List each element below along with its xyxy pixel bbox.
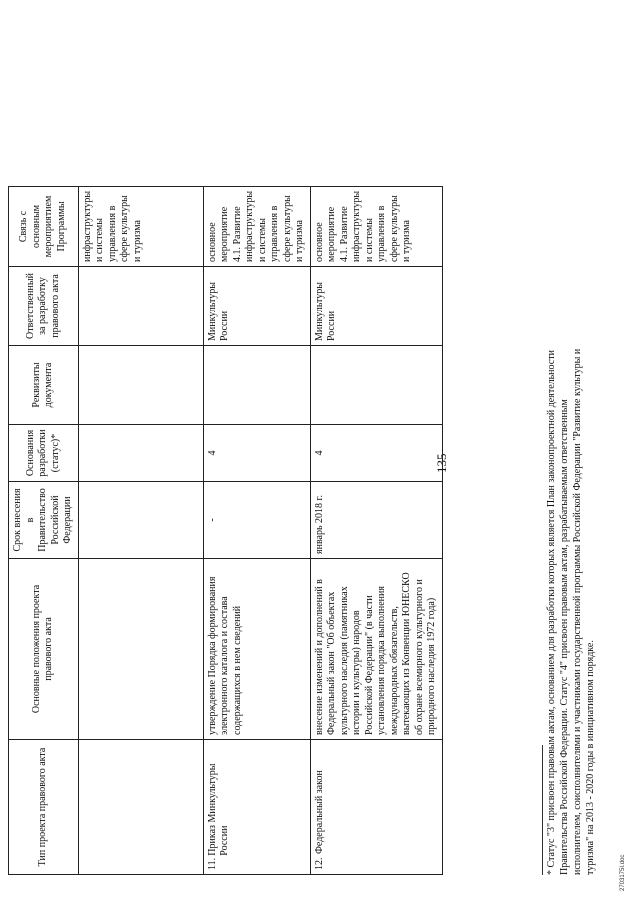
row-type: Федеральный закон <box>313 770 325 854</box>
row-responsible: Минкультуры России <box>310 267 442 346</box>
row-number: 12. <box>313 857 325 870</box>
row-requisites <box>310 346 442 425</box>
row-type: Приказ Минкультуры России <box>206 763 230 856</box>
header-link: Связь с основным мероприятием Программы <box>9 186 79 266</box>
continuation-link-cell: инфраструктуры и системы управления в сфере культуры и туризма <box>78 186 203 266</box>
row-requisites <box>203 346 310 425</box>
row-number: 11. <box>206 857 218 870</box>
page-number: 135 <box>434 453 449 473</box>
header-requisites: Реквизиты документа <box>9 346 79 425</box>
row-basis: 4 <box>203 425 310 482</box>
header-basis: Основания разработки (статус)* <box>9 425 79 482</box>
document-id: 2703175I.doc <box>620 854 626 891</box>
footnote-divider <box>542 745 543 875</box>
legal-acts-table <box>8 186 443 875</box>
row-responsible: Минкультуры России <box>203 267 310 346</box>
row-link: основное мероприятие 4.1. Развитие инфраструктуры и системы управления в сфере культуры и туризма <box>310 186 442 266</box>
row-provisions: внесение изменений и дополнений в Федеральный закон "Об объектах культурного наследия (памятниках истории и культуры) народов Российской Федерации" (в части установления порядка выполнения международных обязательств, вытекающих из Конвенции ЮНЕСКО об охране всемирного культурного и природного наследия 1972 года) <box>310 559 442 740</box>
row-basis: 4 <box>310 425 442 482</box>
table-header-row <box>9 186 79 874</box>
row-deadline: - <box>203 482 310 559</box>
table-row <box>78 186 203 874</box>
footnote: * Статус "3" присвоен правовым актам, основанием для разработки которых является План законопроектной деятельности Правительства Российской Федерации. Статус "4" присвоен правовым актам, разрабатываемым ответственным исполнителем, соисполнителями и участниками государственной программы Российской Федерации "Развитие культуры и туризма" на 2013 - 2020 годы в инициативном порядке. <box>546 348 596 875</box>
header-provisions: Основные положения проекта правового акта <box>9 559 79 740</box>
table-row <box>203 186 310 874</box>
header-responsible: Ответственный за разработку правового акта <box>9 267 79 346</box>
header-type: Тип проекта правового акта <box>9 740 79 875</box>
row-link: основное мероприятие 4.1. Развитие инфраструктуры и системы управления в сфере культуры и туризма <box>203 186 310 266</box>
table-row <box>310 186 442 874</box>
row-deadline: январь 2018 г. <box>310 482 442 559</box>
row-provisions: утверждение Порядка формирования электронного каталога и состава содержащихся в нем сведений <box>203 559 310 740</box>
header-deadline: Срок внесения в Правительство Российской Федерации <box>9 482 79 559</box>
